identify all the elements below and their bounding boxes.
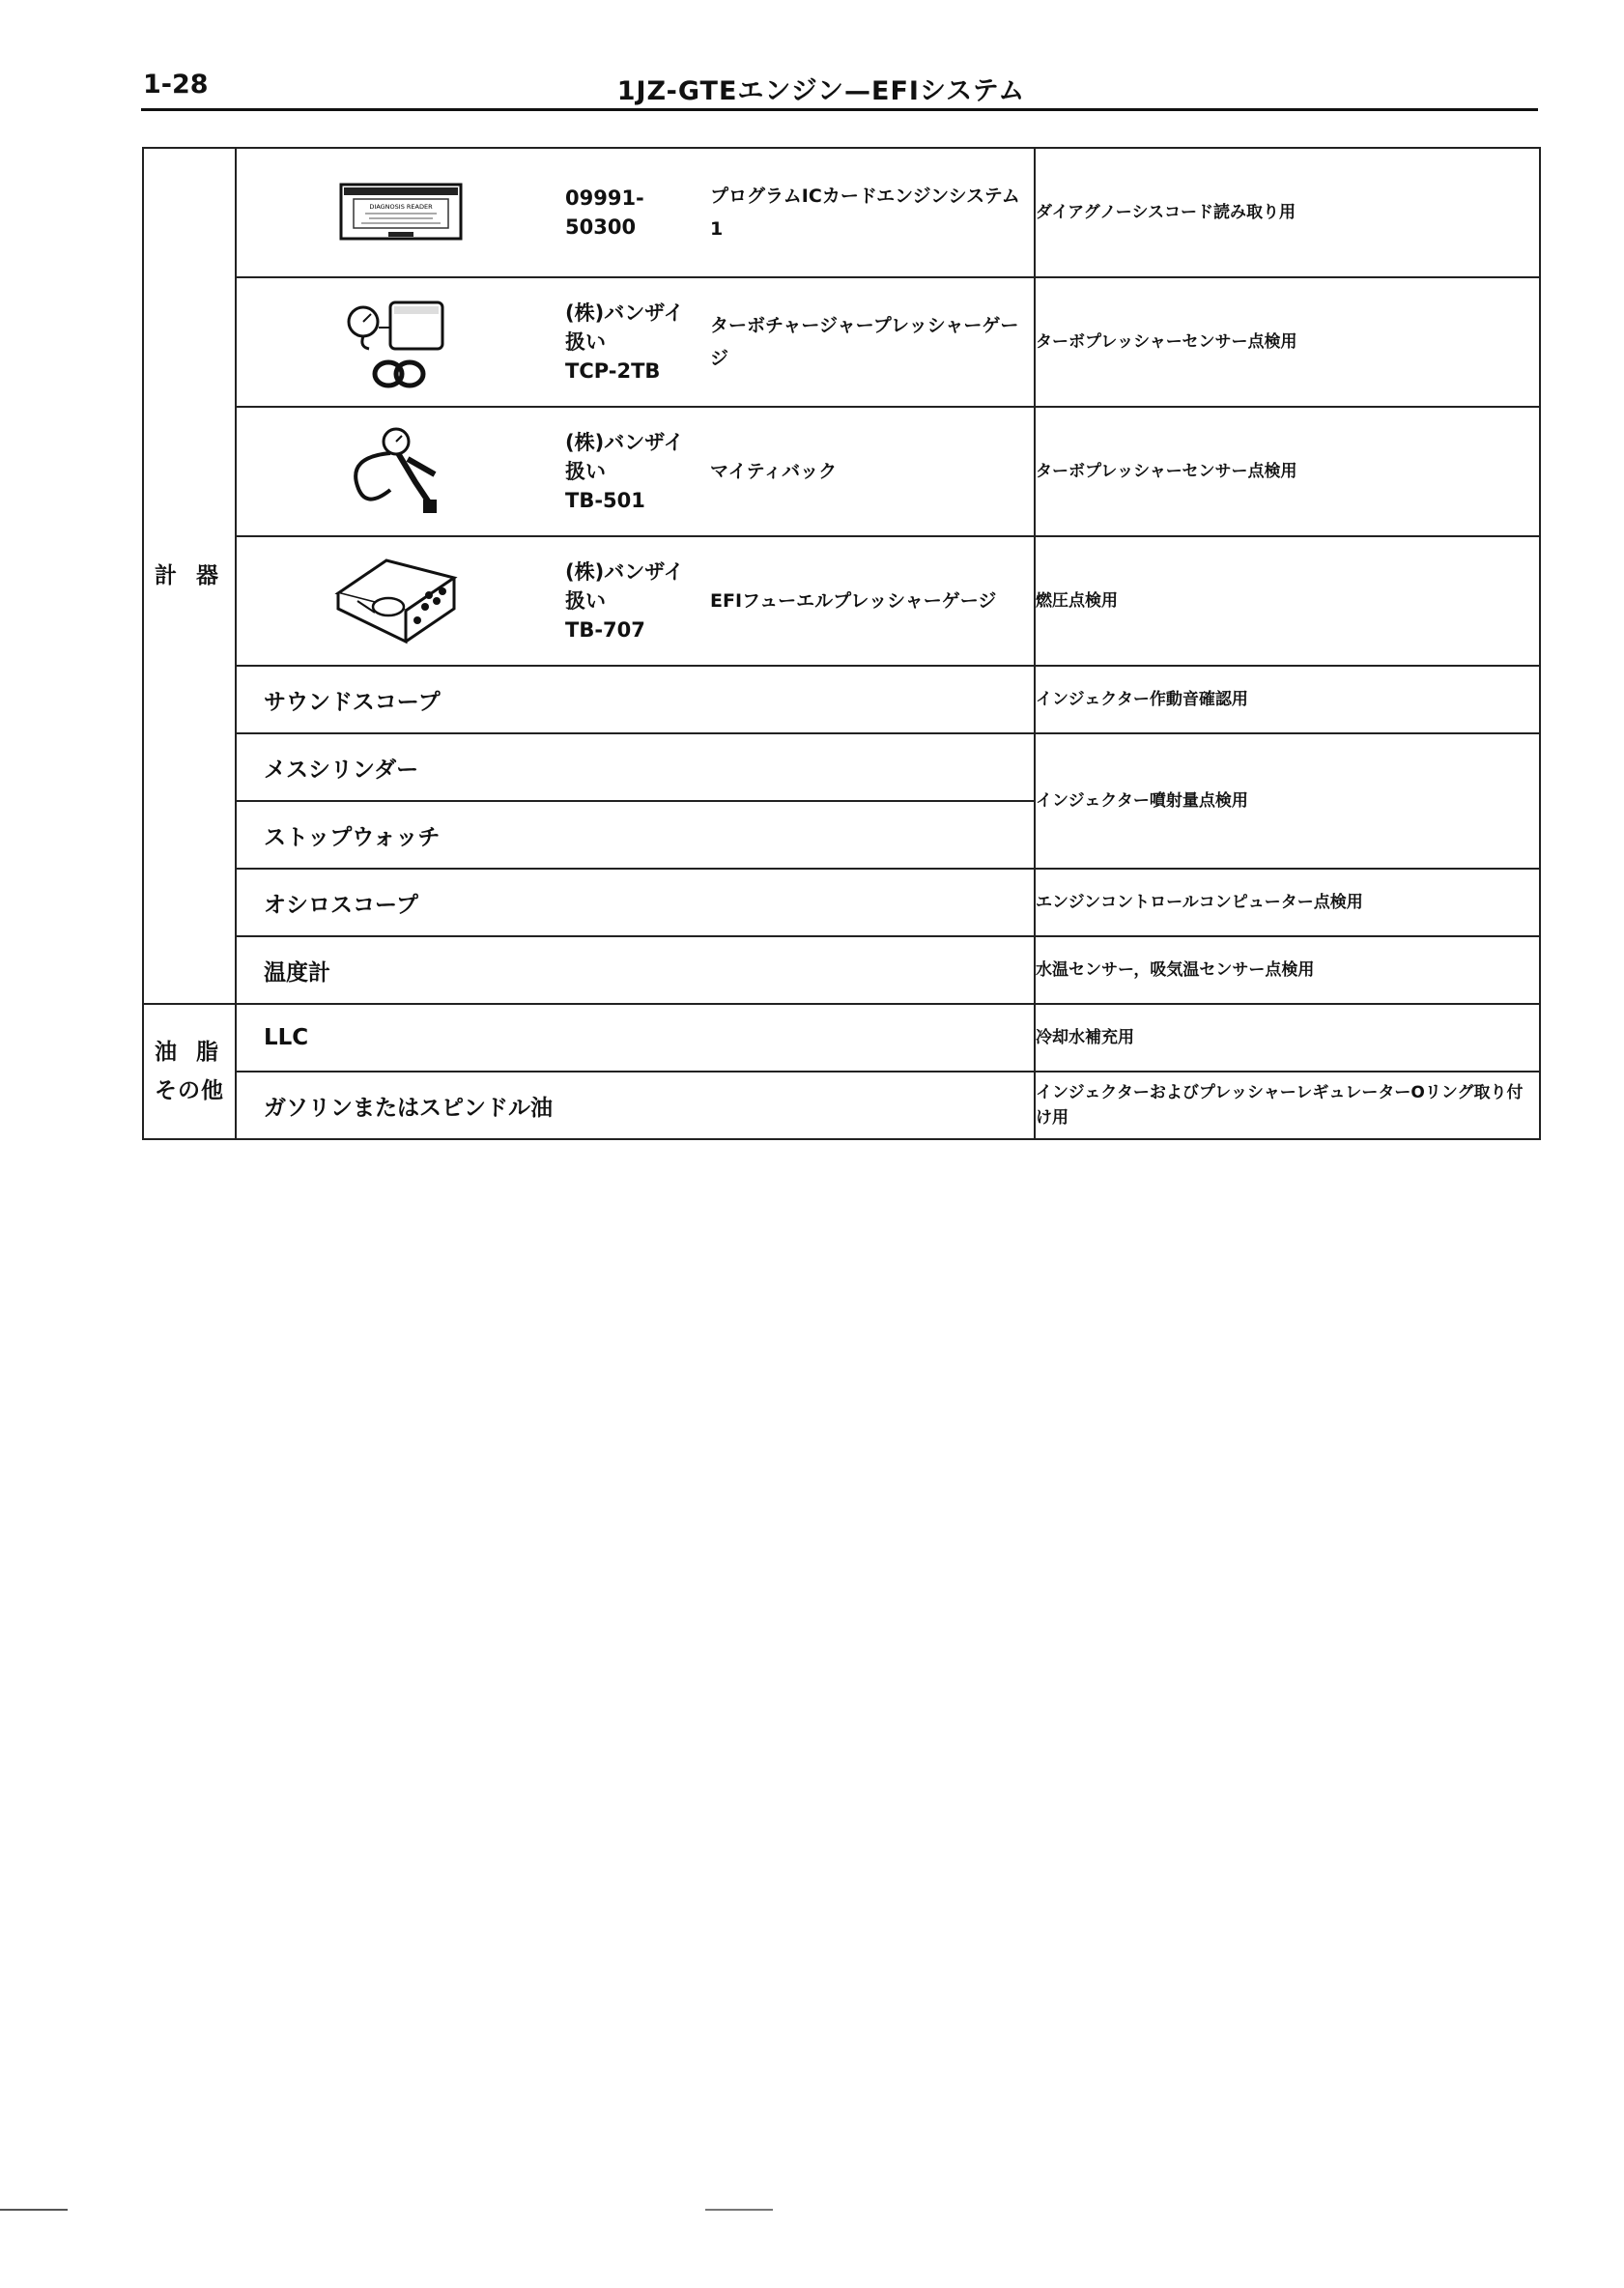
diagnosis-reader-icon [237,182,565,243]
page-number: 1-28 [143,70,209,100]
category-oils [143,1004,236,1139]
tool-cell [236,536,1035,666]
table-row [143,666,1540,733]
tool-use: インジェクターおよびプレッシャーレギュレーターOリング取り付け用 [1035,1072,1540,1139]
tool-maker: (株)バンザイ [565,560,684,584]
tool-name: メスシリンダー [236,733,1035,801]
tool-name: LLC [236,1004,1035,1072]
tool-cell [236,407,1035,536]
tool-use: ターボプレッシャーセンサー点検用 [1035,407,1540,536]
tool-name: サウンドスコープ [236,666,1035,733]
table-row [143,277,1540,407]
vacuum-pump-icon [237,418,565,525]
tool-maker: (株)バンザイ [565,301,684,325]
tool-handling: 扱い [565,589,606,613]
table-row [143,1004,1540,1072]
scan-artifact [0,2209,68,2211]
tool-name: ストップウォッチ [236,801,1035,869]
header-rule [141,108,1538,111]
table-row [143,936,1540,1004]
tool-code: TB-501 [565,489,645,512]
tool-name: オシロスコープ [236,869,1035,936]
pressure-gauge-icon [237,289,565,395]
tool-use: エンジンコントロールコンピューター点検用 [1035,869,1540,936]
tool-name: ターボチャージャープレッシャーゲージ [710,315,1019,369]
tool-use: ターボプレッシャーセンサー点検用 [1035,277,1540,407]
tool-name: 温度計 [236,936,1035,1004]
tool-handling: 扱い [565,330,606,354]
tool-use: 冷却水補充用 [1035,1004,1540,1072]
table-row [143,869,1540,936]
gauge-kit-case-icon [237,553,565,649]
illustration-text: DIAGNOSIS READER [369,203,433,211]
tool-use: インジェクター作動音確認用 [1035,666,1540,733]
tool-table [142,147,1541,1140]
table-row [143,733,1540,801]
table-row [143,1072,1540,1139]
tool-use: 水温センサー，吸気温センサー点検用 [1035,936,1540,1004]
tool-name: プログラムICカードエンジンシステム1 [710,186,1020,240]
category-meters: 計 器 [143,148,236,1004]
tool-name: マイティバック [710,461,838,482]
tool-cell [236,277,1035,407]
tool-cell [236,148,1035,277]
tool-maker: (株)バンザイ [565,431,684,454]
tool-code: TCP-2TB [565,359,661,383]
table-row [143,148,1540,277]
table-row [143,407,1540,536]
tool-code: TB-707 [565,618,645,642]
tool-code: 09991-50300 [565,186,644,239]
tool-use: 燃圧点検用 [1035,536,1540,666]
page-title: 1JZ-GTEエンジン—EFIシステム [616,76,1026,106]
tool-use: インジェクター噴射量点検用 [1035,733,1540,869]
tool-use: ダイアグノーシスコード読み取り用 [1035,148,1540,277]
table-row [143,536,1540,666]
category-oils-line1: 油 脂 [154,1040,224,1065]
category-oils-line2: その他 [155,1078,224,1103]
tool-name: ガソリンまたはスピンドル油 [236,1072,1035,1139]
tool-name: EFIフューエルプレッシャーゲージ [710,590,997,612]
scan-artifact [705,2209,773,2211]
tool-handling: 扱い [565,460,606,483]
